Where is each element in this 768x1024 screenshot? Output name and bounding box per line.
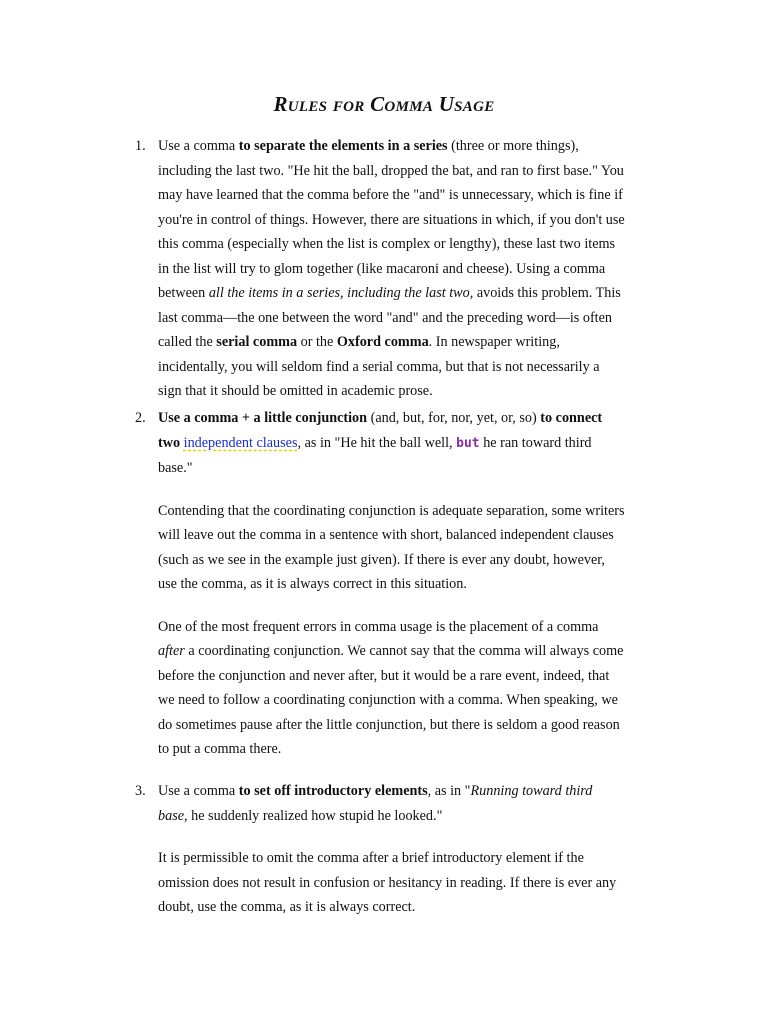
text-line (158, 232, 655, 257)
rule-number: 1. (135, 138, 146, 154)
text-line (158, 664, 655, 689)
text-run: to put a comma there. (158, 741, 282, 757)
text-line (158, 688, 655, 713)
text-run: . In newspaper writing, (428, 334, 560, 350)
paragraph (158, 406, 655, 481)
text-run: avoids this problem. This (473, 285, 621, 301)
text-run: this comma (especially when the list is complex or lengthy), these last two items (158, 236, 616, 252)
text-run: including the last two. "He hit the ball, dropped the bat, and ran to first base." You (158, 162, 624, 179)
text-run: Use a comma (158, 783, 239, 799)
rule-number: 2. (135, 410, 146, 426)
text-line (158, 183, 655, 208)
text-run: we need to follow a coordinating conjunction with a comma. When speaking, we (158, 692, 618, 708)
italic-text: all the items in a series, including the last two, (208, 285, 474, 301)
text-run: may have learned that the comma before the "and" is unnecessary, which is fine if (158, 187, 623, 203)
text-run: One of the most frequent errors in comma usage is the placement of a comma (158, 618, 599, 635)
paragraph (158, 134, 655, 404)
italic-text: Running toward third (470, 783, 593, 799)
text-run: (such as we see in the example just given). If there is ever any doubt, however, (158, 551, 605, 568)
text-run: , he suddenly realized how stupid he looked." (184, 807, 443, 824)
keyword-highlight: but (456, 435, 480, 451)
bold-text: to connect (540, 410, 603, 426)
rule-item-1 (135, 134, 655, 404)
text-run: Contending that the coordinating conjunction is adequate separation, some writers (158, 502, 625, 519)
text-run: or the (297, 334, 337, 350)
paragraph (158, 615, 655, 762)
text-line (158, 779, 655, 804)
text-line (158, 572, 655, 597)
text-run: a coordinating conjunction. We cannot say that the comma will always come (184, 643, 624, 659)
text-line (158, 548, 655, 573)
text-line (158, 871, 655, 896)
italic-text: base (158, 807, 185, 824)
text-run: before the conjunction and never after, but it would be a rare event, indeed, that (158, 667, 610, 684)
paragraph (158, 779, 655, 828)
text-run: , as in "He hit the ball well, (297, 434, 457, 451)
text-run: Use a comma (158, 138, 239, 154)
text-run: base." (158, 460, 193, 476)
rule-item-2 (135, 406, 655, 762)
paragraph (158, 846, 655, 920)
text-line (158, 406, 655, 431)
text-run: (and, but, for, nor, yet, or, so) (367, 410, 541, 426)
text-line (158, 208, 655, 233)
text-line (158, 499, 655, 524)
text-line (158, 713, 655, 738)
bold-text: Use a comma + a little conjunction (158, 410, 368, 426)
text-line (158, 306, 655, 331)
text-run: sign that it should be omitted in academic prose. (158, 383, 433, 399)
text-line (158, 639, 655, 664)
text-run: use the comma, as it is always correct in this situation. (158, 576, 467, 592)
text-run: you're in control of things. However, there are situations in which, if you don't use (158, 211, 625, 228)
text-line (158, 355, 655, 380)
bold-text: to separate the elements in a series (238, 138, 448, 154)
text-run: , as in " (427, 783, 471, 799)
rule-body (158, 406, 655, 762)
text-line (158, 523, 655, 548)
rule-body (158, 134, 655, 404)
text-run: last comma—the one between the word "and" and the preceding word—is often (158, 309, 613, 326)
text-line (158, 615, 655, 640)
text-run: doubt, use the comma, as it is always correct. (158, 899, 416, 915)
text-run: It is permissible to omit the comma after a brief introductory element if the (158, 850, 584, 866)
document-title: Rules for Comma Usage (273, 92, 495, 116)
text-run: (three or more things), (447, 138, 579, 154)
text-line (158, 379, 655, 404)
text-run: do sometimes pause after the little conjunction, but there is seldom a good reason (158, 716, 620, 733)
text-line (158, 804, 655, 829)
text-run: will leave out the comma in a sentence with short, balanced independent clauses (158, 527, 614, 543)
independent-clauses-link[interactable]: independent clauses (183, 434, 298, 451)
text-line (158, 737, 655, 762)
text-run: omission does not result in confusion or hesitancy in reading. If there is ever any (158, 874, 617, 891)
text-line (158, 134, 655, 159)
rule-body (158, 779, 655, 920)
text-run: between (158, 285, 209, 301)
text-line (158, 281, 655, 306)
text-run: called the (158, 334, 217, 350)
rule-number: 3. (135, 783, 146, 799)
text-line (158, 895, 655, 920)
bold-text: to set off introductory elements (238, 783, 428, 799)
text-line (158, 257, 655, 282)
text-line (158, 456, 655, 481)
text-line (158, 846, 655, 871)
bold-text: Oxford comma (336, 334, 429, 350)
paragraph (158, 499, 655, 597)
text-line (158, 330, 655, 355)
italic-text: after (158, 643, 185, 659)
rule-item-3 (135, 779, 655, 920)
bold-text: two (158, 434, 184, 451)
text-run: incidentally, you will seldom find a serial comma, but that is not necessarily a (158, 358, 600, 375)
text-line (158, 431, 655, 457)
bold-text: serial comma (216, 334, 298, 350)
text-run: he ran toward third (479, 434, 592, 451)
text-run: in the list will try to glom together (like macaroni and cheese). Using a comma (158, 260, 606, 277)
text-line (158, 159, 655, 184)
